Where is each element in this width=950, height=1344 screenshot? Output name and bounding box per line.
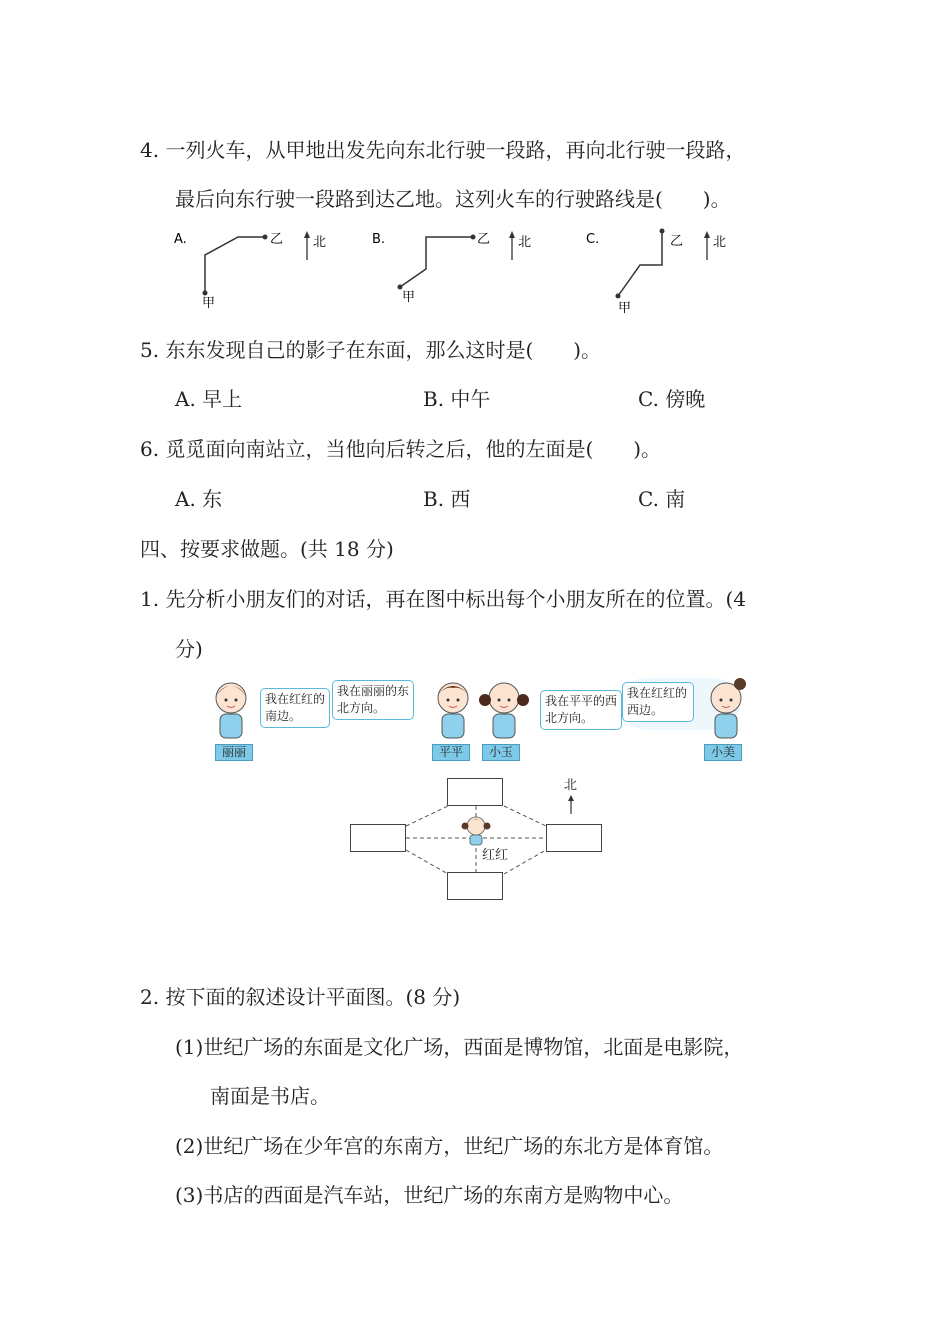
xiaomei-name-tag: 小美 bbox=[704, 744, 742, 761]
q4-option-b-start: 甲 bbox=[402, 290, 416, 305]
q6-option-a[interactable]: A. 东 bbox=[175, 487, 223, 511]
kid-xiaomei-figure bbox=[700, 676, 752, 742]
q4-line1: 4. 一列火车，从甲地出发先向东北行驶一段路，再向北行驶一段路， bbox=[140, 138, 746, 162]
pingping-name-tag: 平平 bbox=[432, 744, 470, 761]
s4-q2-item3: (3)书店的西面是汽车站，世纪广场的东南方是购物中心。 bbox=[175, 1183, 684, 1207]
q4-line2: 最后向东行驶一段路到达乙地。这列火车的行驶路线是( )。 bbox=[175, 187, 731, 211]
map-center-label: 红红 bbox=[482, 848, 509, 863]
q4-option-a-end: 乙 bbox=[270, 232, 284, 247]
s4-q2-item1-cont: 南面是书店。 bbox=[210, 1084, 330, 1108]
north-arrow-icon bbox=[564, 794, 578, 814]
q4-option-c-diagram[interactable] bbox=[584, 225, 754, 320]
map-box-south[interactable] bbox=[447, 872, 503, 900]
q4-option-a-diagram[interactable] bbox=[170, 225, 340, 315]
lili-speech: 我在红红的南边。 bbox=[260, 688, 330, 728]
route-line bbox=[205, 237, 265, 293]
s4-q1-line2: 分) bbox=[175, 637, 203, 661]
q5-text: 5. 东东发现自己的影子在东面，那么这时是( )。 bbox=[140, 338, 602, 362]
position-map bbox=[350, 776, 610, 902]
end-point bbox=[471, 235, 476, 240]
q4-option-a-north: 北 bbox=[313, 235, 327, 250]
xiaomei-speech: 我在红红的西边。 bbox=[622, 682, 694, 722]
lili-name-tag: 丽丽 bbox=[215, 744, 253, 761]
kid-pingping-figure bbox=[428, 676, 478, 742]
map-north-label: 北 bbox=[564, 778, 578, 793]
map-box-west[interactable] bbox=[350, 824, 406, 852]
q5-option-c[interactable]: C. 傍晚 bbox=[638, 387, 706, 411]
dialogue-illustration bbox=[200, 672, 760, 767]
q4-option-c-end: 乙 bbox=[670, 234, 684, 249]
start-point bbox=[616, 294, 621, 299]
q4-option-c-letter: C. bbox=[586, 232, 600, 247]
q6-option-c[interactable]: C. 南 bbox=[638, 487, 686, 511]
q4-option-a-start: 甲 bbox=[202, 296, 216, 311]
q5-option-b[interactable]: B. 中午 bbox=[423, 387, 491, 411]
s4-q1-line1: 1. 先分析小朋友们的对话，再在图中标出每个小朋友所在的位置。(4 bbox=[140, 587, 746, 611]
s4-q2-item1: (1)世纪广场的东面是文化广场，西面是博物馆，北面是电影院， bbox=[175, 1035, 744, 1059]
q4-option-b-end: 乙 bbox=[477, 232, 491, 247]
pingping-speech: 我在丽丽的东北方向。 bbox=[332, 680, 414, 720]
route-line bbox=[400, 237, 473, 287]
q5-option-a[interactable]: A. 早上 bbox=[175, 387, 243, 411]
q4-option-a-letter: A. bbox=[174, 232, 187, 247]
start-point bbox=[398, 285, 403, 290]
kid-xiaoyu-figure bbox=[478, 676, 530, 742]
s4-q2-heading: 2. 按下面的叙述设计平面图。(8 分) bbox=[140, 985, 461, 1009]
section4-heading: 四、按要求做题。(共 18 分) bbox=[140, 537, 394, 561]
end-point bbox=[660, 229, 665, 234]
q4-option-b-north: 北 bbox=[518, 235, 532, 250]
start-point bbox=[203, 291, 208, 296]
xiaoyu-speech: 我在平平的西北方向。 bbox=[540, 690, 622, 730]
q4-option-b-letter: B. bbox=[372, 232, 386, 247]
xiaoyu-name-tag: 小玉 bbox=[482, 744, 520, 761]
q4-option-c-north: 北 bbox=[713, 235, 727, 250]
kid-lili-figure bbox=[206, 676, 256, 742]
kid-honghong-figure bbox=[460, 814, 492, 846]
end-point bbox=[263, 235, 268, 240]
s4-q2-item2: (2)世纪广场在少年宫的东南方，世纪广场的东北方是体育馆。 bbox=[175, 1134, 724, 1158]
q4-option-c-start: 甲 bbox=[618, 301, 632, 316]
route-line bbox=[618, 231, 662, 296]
q6-option-b[interactable]: B. 西 bbox=[423, 487, 471, 511]
q6-text: 6. 觅觅面向南站立，当他向后转之后，他的左面是( )。 bbox=[140, 437, 662, 461]
q4-option-b-diagram[interactable] bbox=[368, 225, 548, 315]
map-box-north[interactable] bbox=[447, 778, 503, 806]
map-box-east[interactable] bbox=[546, 824, 602, 852]
